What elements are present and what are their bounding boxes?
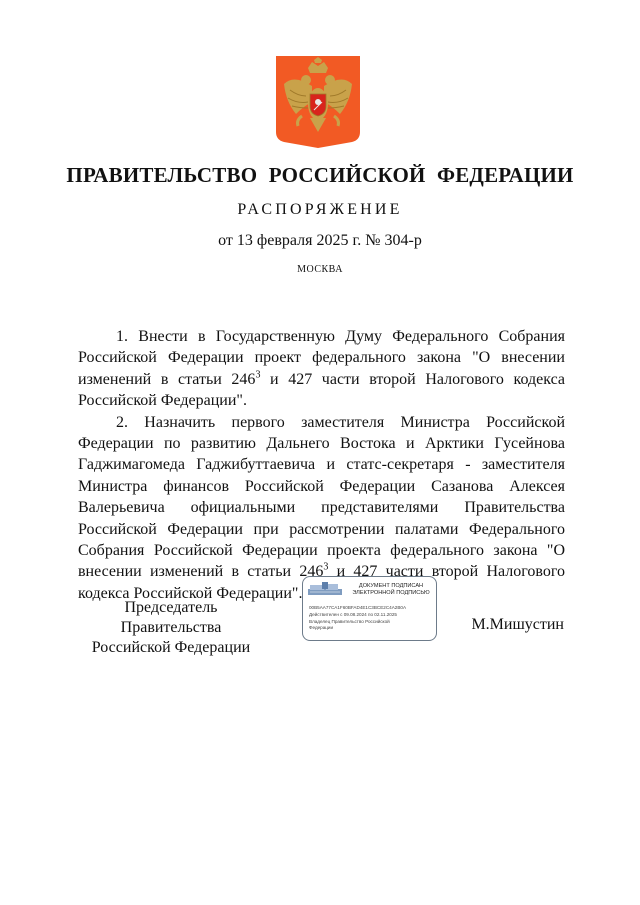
paragraph-2: 2. Назначить первого заместителя Министра Российской Федерации по развитию Дальнего Востока и Арктики Гусейнова Гаджимагомеда Гаджибуттаевича и статс-секретаря - заместителя Министра финансов Российской Федерации Сазанова Алексея Валерьевича официальными представителями Правительства Российской Федерации при рассмотрении палатами Федерального Собрания Российской Федерации проекта федерального закона "О внесении изменений в статьи $246^3$ и 427 части второй Налогового кодекса Российской Федерации". xyxy=(78,413,565,602)
stamp-heading: ДОКУМЕНТ ПОДПИСАН ЭЛЕКТРОННОЙ ПОДПИСЬЮ xyxy=(352,583,430,596)
document-city: МОСКВА xyxy=(297,264,343,275)
certificate-owner-cont: Федерации xyxy=(309,625,334,630)
document-body xyxy=(78,326,565,604)
government-building-icon xyxy=(307,582,343,596)
electronic-signature-stamp xyxy=(302,576,437,641)
coat-of-arms-emblem xyxy=(276,56,360,148)
certificate-number: 00B5AA77CA1F60BFAD4E1C3BCE2C4A2B0A xyxy=(309,605,407,610)
certificate-owner: Владелец Правительство Российской xyxy=(309,619,390,624)
signer-position: Председатель Правительства Российской Федерации xyxy=(91,599,251,656)
government-title: ПРАВИТЕЛЬСТВО РОССИЙСКОЙ ФЕДЕРАЦИИ xyxy=(66,163,574,187)
certificate-validity: Действителен с 09.08.2024 по 02.11.2025 xyxy=(309,612,397,617)
document-date-number: от 13 февраля 2025 г. № 304-р xyxy=(218,232,422,249)
signer-name: М.Мишустин xyxy=(471,616,564,633)
document-type: РАСПОРЯЖЕНИЕ xyxy=(237,201,403,218)
paragraph-1: 1. Внести в Государственную Думу Федерального Собрания Российской Федерации проект федерального закона "О внесении изменений в статьи $246^3$ и 427 части второй Налогового кодекса Российской Федерации". xyxy=(78,328,566,410)
